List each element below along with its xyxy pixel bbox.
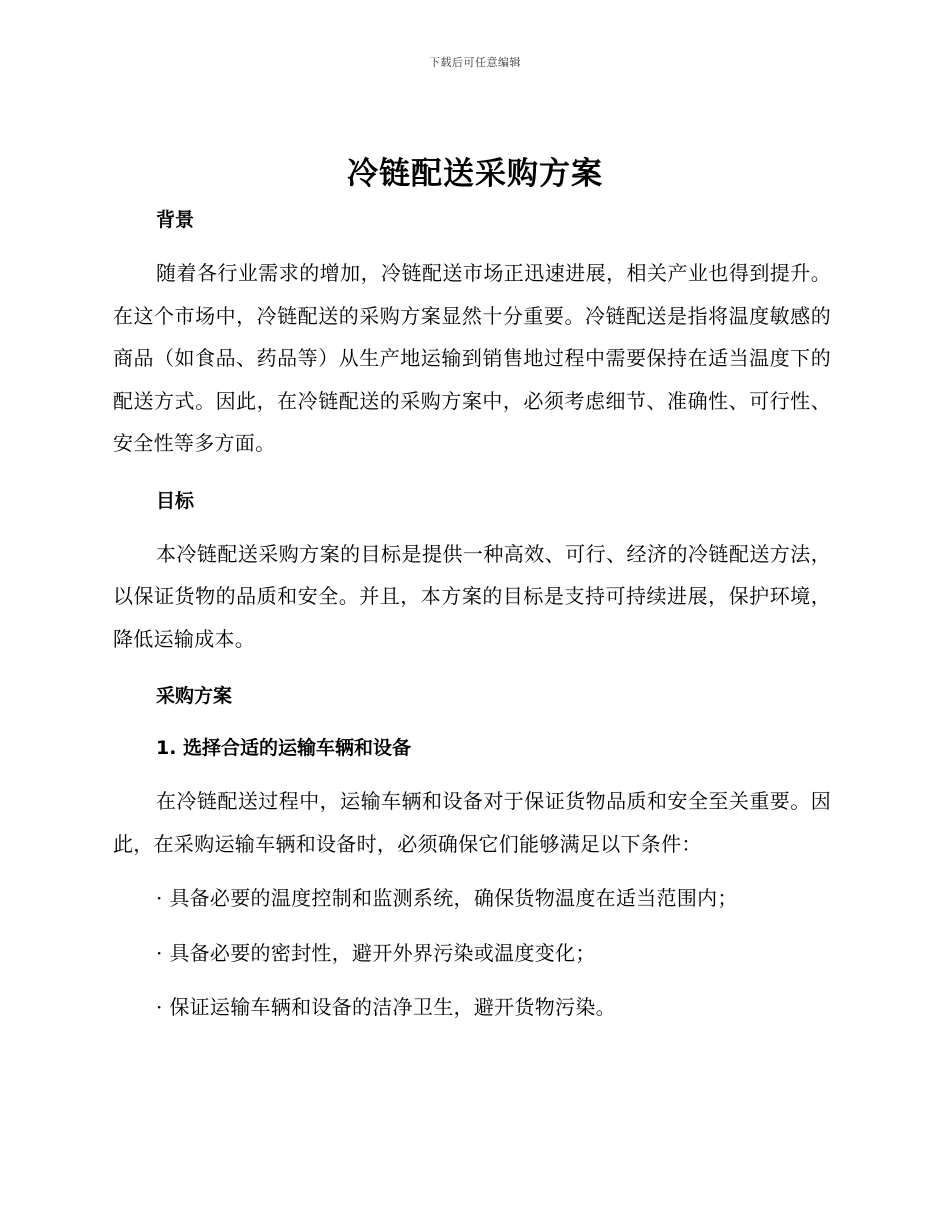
spacer bbox=[113, 974, 831, 986]
list-item: · 具备必要的密封性，避开外界污染或温度变化； bbox=[156, 940, 596, 965]
section-heading-plan: 采购方案 bbox=[156, 685, 233, 707]
section-heading-background: 背景 bbox=[156, 209, 195, 231]
spacer bbox=[113, 920, 831, 932]
spacer bbox=[113, 465, 831, 481]
spacer bbox=[113, 768, 831, 780]
paragraph-plan: 在冷链配送过程中，运输车辆和设备对于保证货物品质和安全至关重要。因此，在采购运输车辆和设备时，必须确保它们能够满足以下条件： bbox=[113, 789, 831, 856]
spacer bbox=[113, 660, 831, 676]
spacer bbox=[113, 521, 831, 533]
list-item: · 具备必要的温度控制和监测系统，确保货物温度在适当范围内； bbox=[156, 886, 738, 910]
document-body bbox=[113, 200, 831, 1029]
section-heading-goal: 目标 bbox=[156, 489, 195, 512]
paragraph-goal: 本冷链配送采购方案的目标是提供一种高效、可行、经济的冷链配送方法，以保证货物的品质和安全。并且，本方案的目标是支持可持续进展，保护环境，降低运输成本。 bbox=[113, 541, 831, 651]
document-title: 冷链配送采购方案 bbox=[347, 156, 603, 192]
paragraph-background: 随着各行业需求的增加，冷链配送市场正迅速进展，相关产业也得到提升。在这个市场中，冷链配送的采购方案显然十分重要。冷链配送是指将温度敏感的商品（如食品、药品等）从生产地运输到销售地过程中需要保持在适当温度下的配送方式。因此，在冷链配送的采购方案中，必须考虑细节、准确性、可行性、安全性等多方面。 bbox=[113, 261, 831, 455]
list-item: · 保证运输车辆和设备的洁净卫生，避开货物污染。 bbox=[156, 995, 616, 1019]
spacer bbox=[113, 240, 831, 252]
spacer bbox=[113, 716, 831, 728]
spacer bbox=[113, 865, 831, 877]
header-note: 下载后可任意编辑 bbox=[429, 56, 521, 69]
subheading-vehicles: 1. 选择合适的运输车辆和设备 bbox=[156, 737, 412, 759]
